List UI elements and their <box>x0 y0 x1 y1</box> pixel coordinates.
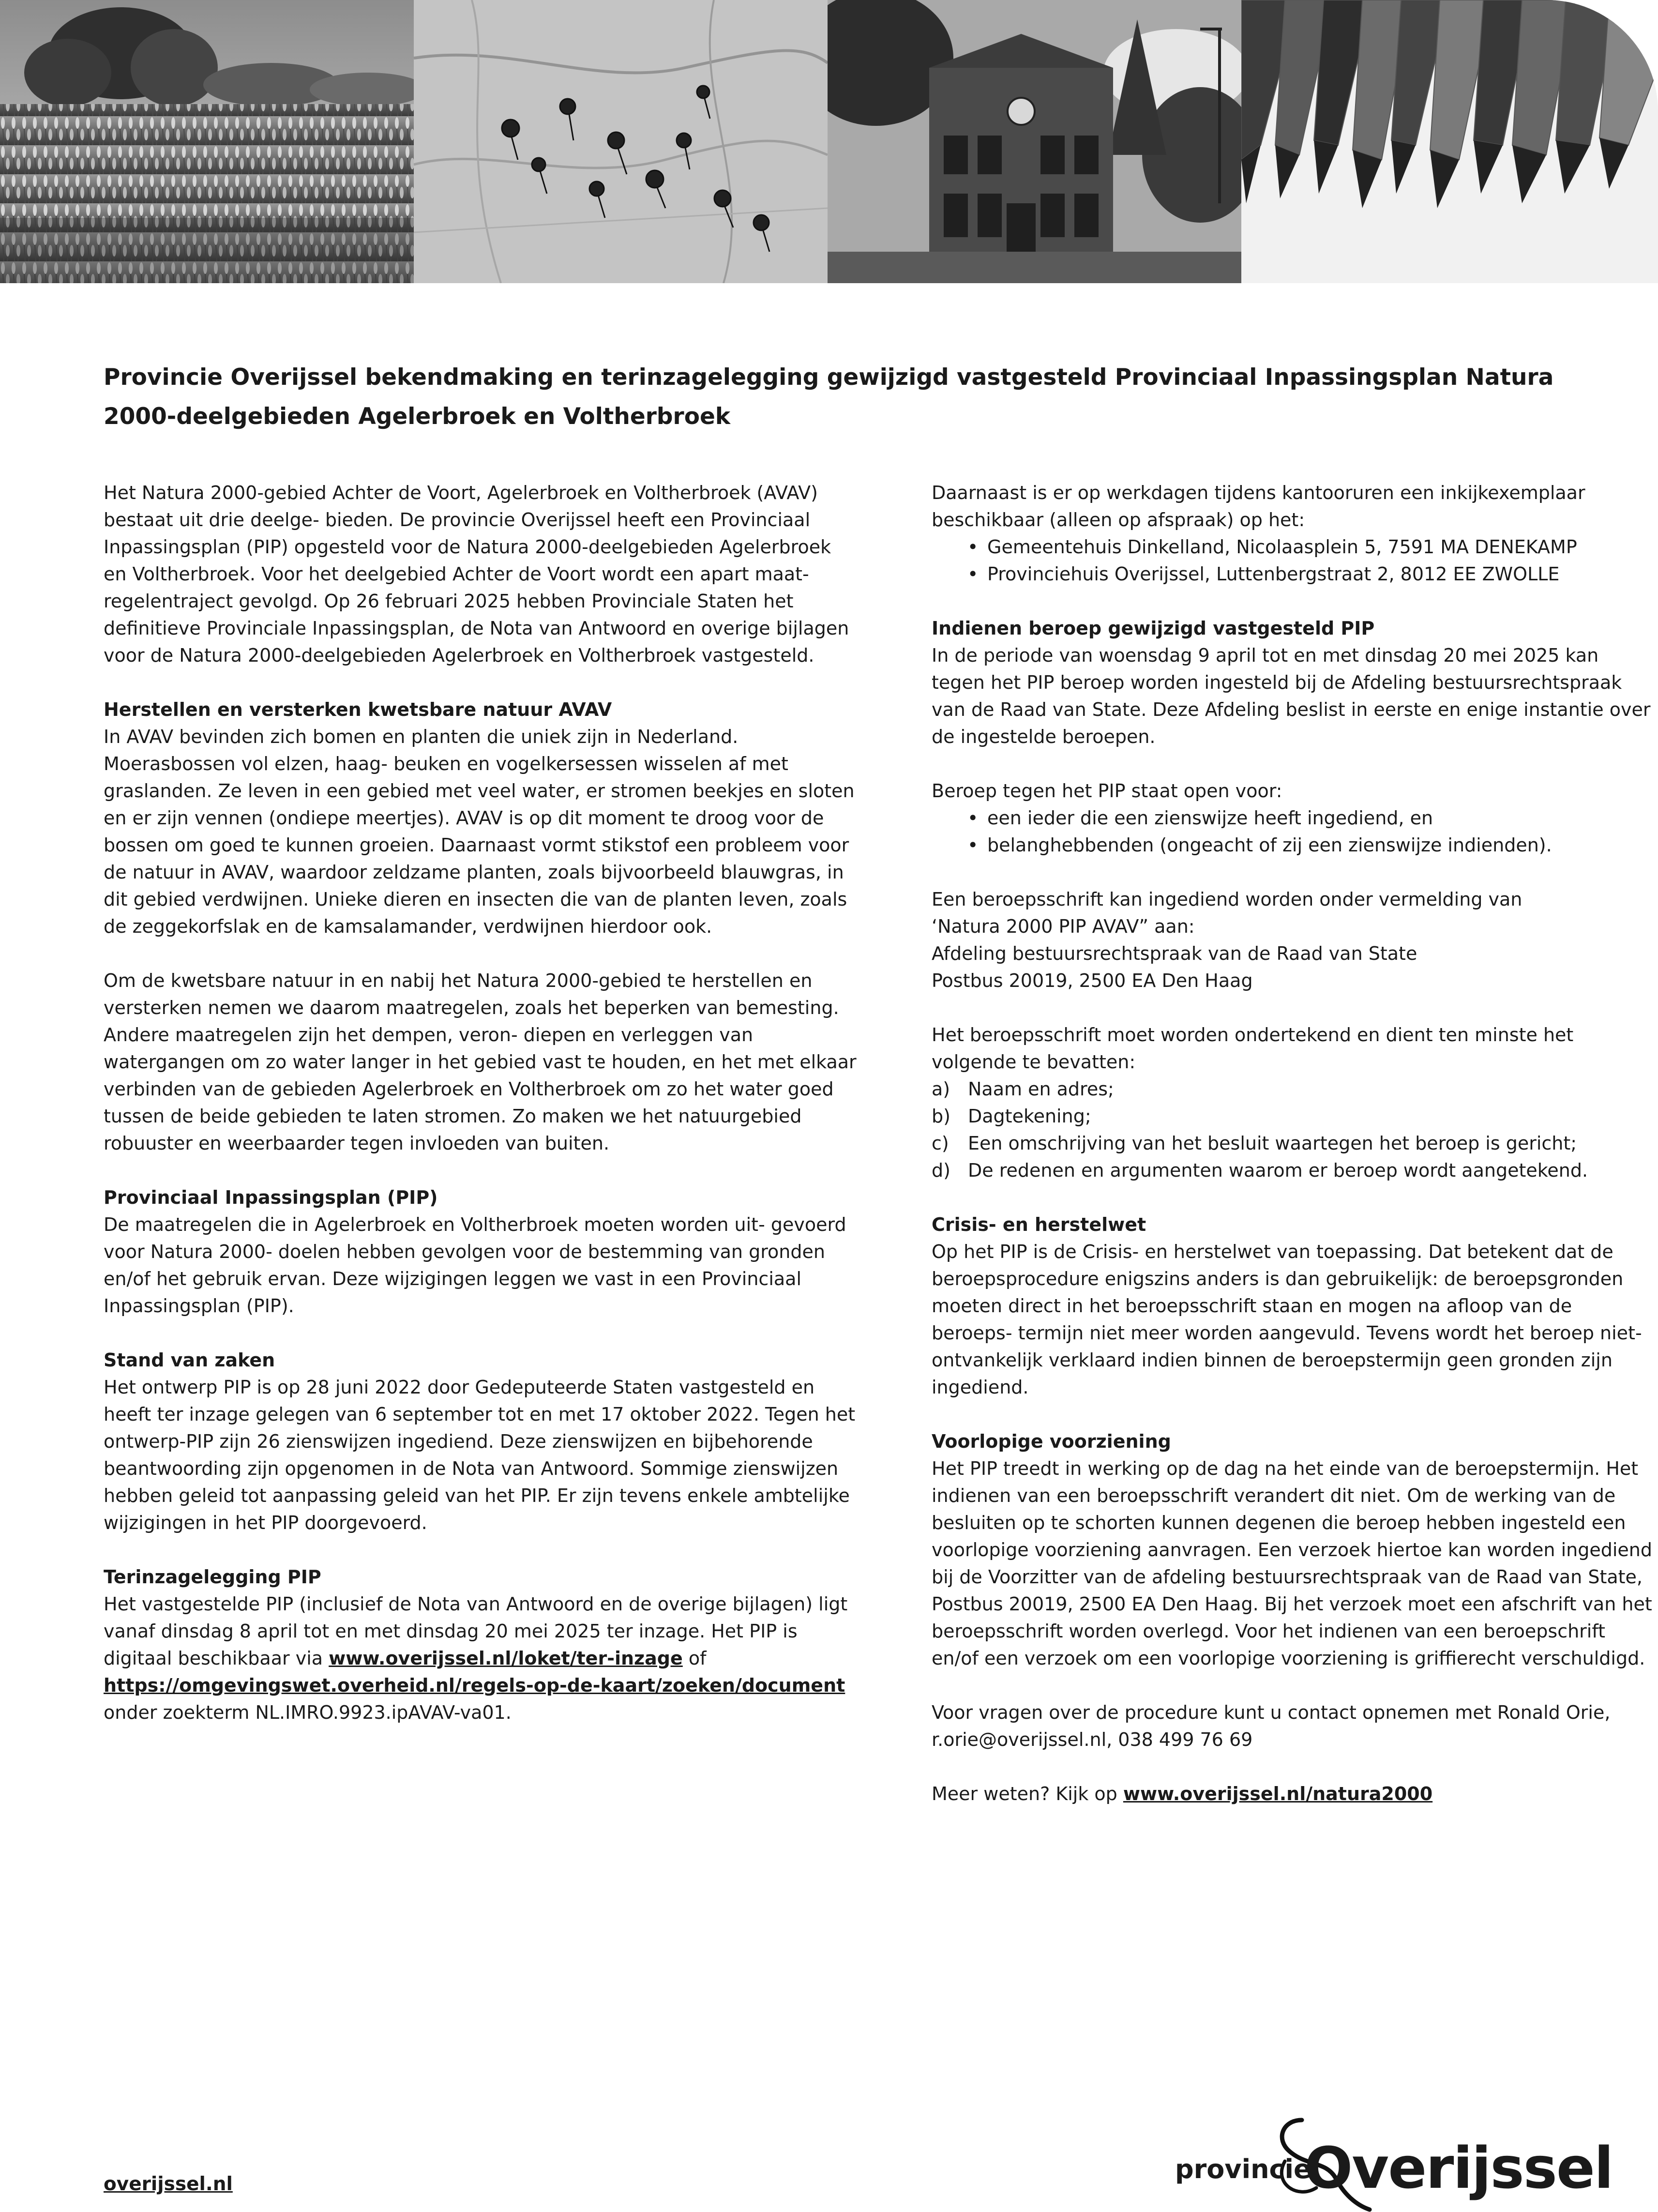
inspection-text: Het vastgestelde PIP (inclusief de Nota van Antwoord en de overige bijlagen) ligt vanaf dinsdag 8 april tot en met dinsdag 20 mei 2025 ter inzage. Het PIP is digitaal beschikbaar via <box>104 1593 848 1669</box>
list-marker: d) <box>932 1160 950 1181</box>
section-heading: Herstellen en versterken kwetsbare natuur AVAV <box>104 699 612 720</box>
body-paragraph: Op het PIP is de Crisis- en herstelwet van toepassing. Dat betekent dat de beroepsprocedure enigszins anders is dan gebruikelijk: de beroepsgronden moeten direct in het beroepsschrift staan en mogen na afloop van de beroeps- termijn niet meer worden aangevuld. Tevens wordt het beroep niet-ontvankelijk verklaard indien binnen de beroepstermijn geen gronden zijn ingediend. <box>932 1241 1642 1398</box>
contact-line: Voor vragen over de procedure kunt u contact opnemen met Ronald Orie, <box>932 1702 1611 1723</box>
or-text: of <box>688 1648 707 1669</box>
address-line: Postbus 20019, 2500 EA Den Haag <box>932 970 1253 991</box>
intro-paragraph: Het Natura 2000-gebied Achter de Voort, Agelerbroek en Voltherbroek (AVAV) bestaat uit drie deelge- bieden. De provincie Overijssel heeft een Provinciaal Inpassingsplan (PIP) opgesteld voor de Natura 2000-deelgebieden Agelerbroek en Voltherbroek. Voor het deelgebied Achter de Voort wordt een apart maat- regelentraject gevolgd. Op 26 februari 2025 hebben Provinciale Staten het definitieve Provinciale Inpassingsplan, de Nota van Antwoord en overige bijlagen voor de Natura 2000-deelgebieden Agelerbroek en Voltherbroek vastgesteld. <box>104 482 849 666</box>
list-item <box>932 1157 1653 1184</box>
list-item <box>932 1103 1653 1130</box>
more-info-text: Meer weten? Kijk op <box>932 1783 1117 1804</box>
list-text: Een omschrijving van het besluit waartegen het beroep is gericht; <box>968 1133 1577 1154</box>
search-term-text: onder zoekterm NL.IMRO.9923.ipAVAV-va01. <box>104 1702 512 1723</box>
logo-name: Overijssel <box>1304 2135 1613 2201</box>
list-marker: a) <box>932 1078 950 1100</box>
address-line: ‘Natura 2000 PIP AVAV” aan: <box>932 916 1195 937</box>
contact-line: r.orie@overijssel.nl, 038 499 76 69 <box>932 1729 1253 1750</box>
contact-paragraph <box>932 1699 1653 1753</box>
list-item <box>932 1076 1653 1103</box>
requirements-block <box>932 1021 1653 1184</box>
list-item: • belanghebbenden (ongeacht of zij een zienswijze indienden). <box>932 832 1653 859</box>
list-item: • Provinciehuis Overijssel, Luttenbergstraat 2, 8012 EE ZWOLLE <box>932 561 1653 588</box>
address-line: Afdeling bestuursrechtspraak van de Raad van State <box>932 943 1417 964</box>
logo-prefix: provincie <box>1175 2154 1311 2184</box>
left-column <box>104 479 859 1753</box>
body-paragraph: Daarnaast is er op werkdagen tijdens kantooruren een inkijkexemplaar beschikbaar (alleen op afspraak) op het: <box>932 482 1585 530</box>
section-heading: Terinzagelegging PIP <box>104 1566 321 1588</box>
body-paragraph: Het beroepsschrift moet worden ondertekend en dient ten minste het volgende te bevatten: <box>932 1024 1574 1073</box>
provincie-overijssel-logo <box>1161 2115 1613 2212</box>
right-column <box>932 479 1653 1834</box>
body-paragraph: De maatregelen die in Agelerbroek en Voltherbroek moeten worden uit- gevoerd voor Natura 2000- doelen hebben gevolgen voor de bestemming van gronden en/of het gebruik ervan. Deze wijzigingen leggen we vast in een Provinciaal Inpassingsplan (PIP). <box>104 1214 846 1317</box>
omgevingswet-link[interactable]: https://omgevingswet.overheid.nl/regels-op-de-kaart/zoeken/document <box>104 1675 845 1696</box>
list-marker: c) <box>932 1133 949 1154</box>
section-heading: Stand van zaken <box>104 1349 275 1371</box>
header-banner <box>0 0 1658 283</box>
footer-website-link[interactable]: overijssel.nl <box>104 2173 233 2195</box>
requirements-list <box>932 1076 1653 1184</box>
list-text: De redenen en argumenten waarom er beroep wordt aangetekend. <box>968 1160 1588 1181</box>
appeal-eligibility-block <box>932 777 1653 859</box>
brick-building-photo <box>828 0 1241 283</box>
list-item: • een ieder die een zienswijze heeft ingediend, en <box>932 804 1653 832</box>
inspection-paragraph <box>104 1591 859 1726</box>
submission-address <box>932 886 1653 994</box>
natura2000-link[interactable]: www.overijssel.nl/natura2000 <box>1123 1783 1433 1804</box>
body-paragraph: Beroep tegen het PIP staat open voor: <box>932 780 1282 802</box>
body-paragraph: Het PIP treedt in werking op de dag na het einde van de beroepstermijn. Het indienen van een beroepsschrift verandert dit niet. Om de werking van de besluiten op te schorten kunnen degenen die beroep hebben ingesteld een voorlopige voorziening aanvragen. Een verzoek hiertoe kan worden ingediend bij de Voorzitter van de afdeling bestuursrechtspraak van de Raad van State, Postbus 20019, 2500 EA Den Haag. Bij het verzoek moet een afschrift van het beroepsschrift worden overlegd. Voor het indienen van een beroepschrift en/of een verzoek om een voorlopige voorziening is griffierecht verschuldigd. <box>932 1458 1652 1669</box>
body-paragraph: In de periode van woensdag 9 april tot en met dinsdag 20 mei 2025 kan tegen het PIP beroep worden ingesteld bij de Afdeling bestuursrechtspraak van de Raad van State. Deze Afdeling beslist in eerste en enige instantie over de ingestelde beroepen. <box>932 645 1651 747</box>
section-heading: Indienen beroep gewijzigd vastgesteld PIP <box>932 618 1375 639</box>
ter-inzage-link[interactable]: www.overijssel.nl/loket/ter-inzage <box>329 1648 683 1669</box>
list-item <box>932 1130 1653 1157</box>
list-item: • Gemeentehuis Dinkelland, Nicolaasplein 5, 7591 MA DENEKAMP <box>932 533 1653 561</box>
body-paragraph: Om de kwetsbare natuur in en nabij het Natura 2000-gebied te herstellen en versterken nemen we daarom maatregelen, zoals het beperken van bemesting. Andere maatregelen zijn het dempen, veron- diepen en verleggen van watergangen om zo water langer in het gebied vast te houden, en het met elkaar verbinden van de gebieden Agelerbroek en Voltherbroek om zo het water goed tussen de beide gebieden te laten stromen. Zo maken we het natuurgebied robuuster en weerbaarder tegen invloeden van buiten. <box>104 970 857 1154</box>
section-heading: Voorlopige voorziening <box>932 1431 1171 1452</box>
address-line: Een beroepsschrift kan ingediend worden onder vermelding van <box>932 889 1522 910</box>
map-pins-photo <box>414 0 828 283</box>
body-paragraph: In AVAV bevinden zich bomen en planten die uniek zijn in Nederland. Moerasbossen vol elzen, haag- beuken en vogelkersessen wisselen af met graslanden. Ze leven in een gebied met veel water, er stromen beekjes en sloten en er zijn vennen (ondiepe meertjes). AVAV is op dit moment te droog voor de bossen om goed te kunnen groeien. Daarnaast vormt stikstof een probleem voor de natuur in AVAV, waardoor zeldzame planten, zoals bijvoorbeeld blauwgras, in dit gebied verdwijnen. Unieke dieren en insecten die van de planten leven, zoals de zeggekorfslak en de kamsalamander, verdwijnen hierdoor ook. <box>104 726 855 937</box>
list-text: Dagtekening; <box>968 1106 1091 1127</box>
list-text: Naam en adres; <box>968 1078 1114 1100</box>
more-info-paragraph <box>932 1780 1653 1807</box>
eligibility-list <box>932 804 1653 859</box>
section-heading: Provinciaal Inpassingsplan (PIP) <box>104 1187 438 1208</box>
colored-pencils-photo <box>1241 0 1658 283</box>
list-marker: b) <box>932 1106 950 1127</box>
section-heading: Crisis- en herstelwet <box>932 1214 1146 1235</box>
wheat-field-photo <box>0 0 414 283</box>
body-paragraph: Het ontwerp PIP is op 28 juni 2022 door Gedeputeerde Staten vastgesteld en heeft ter inzage gelegen van 6 september tot en met 17 oktober 2022. Tegen het ontwerp-PIP zijn 26 zienswijzen ingediend. Deze zienswijzen en bijbehorende beantwoording zijn opgenomen in de Nota van Antwoord. Sommige zienswijzen hebben geleid tot aanpassing geleid van het PIP. Er zijn tevens enkele ambtelijke wijzigingen in het PIP doorgevoerd. <box>104 1377 856 1533</box>
inspection-copy-block <box>932 479 1653 588</box>
page-title: Provincie Overijssel bekendmaking en terinzagelegging gewijzigd vastgesteld Provinciaal Inpassingsplan Natura 2000-deelgebieden Agelerbroek en Voltherbroek <box>104 364 1554 430</box>
address-list <box>932 533 1653 588</box>
